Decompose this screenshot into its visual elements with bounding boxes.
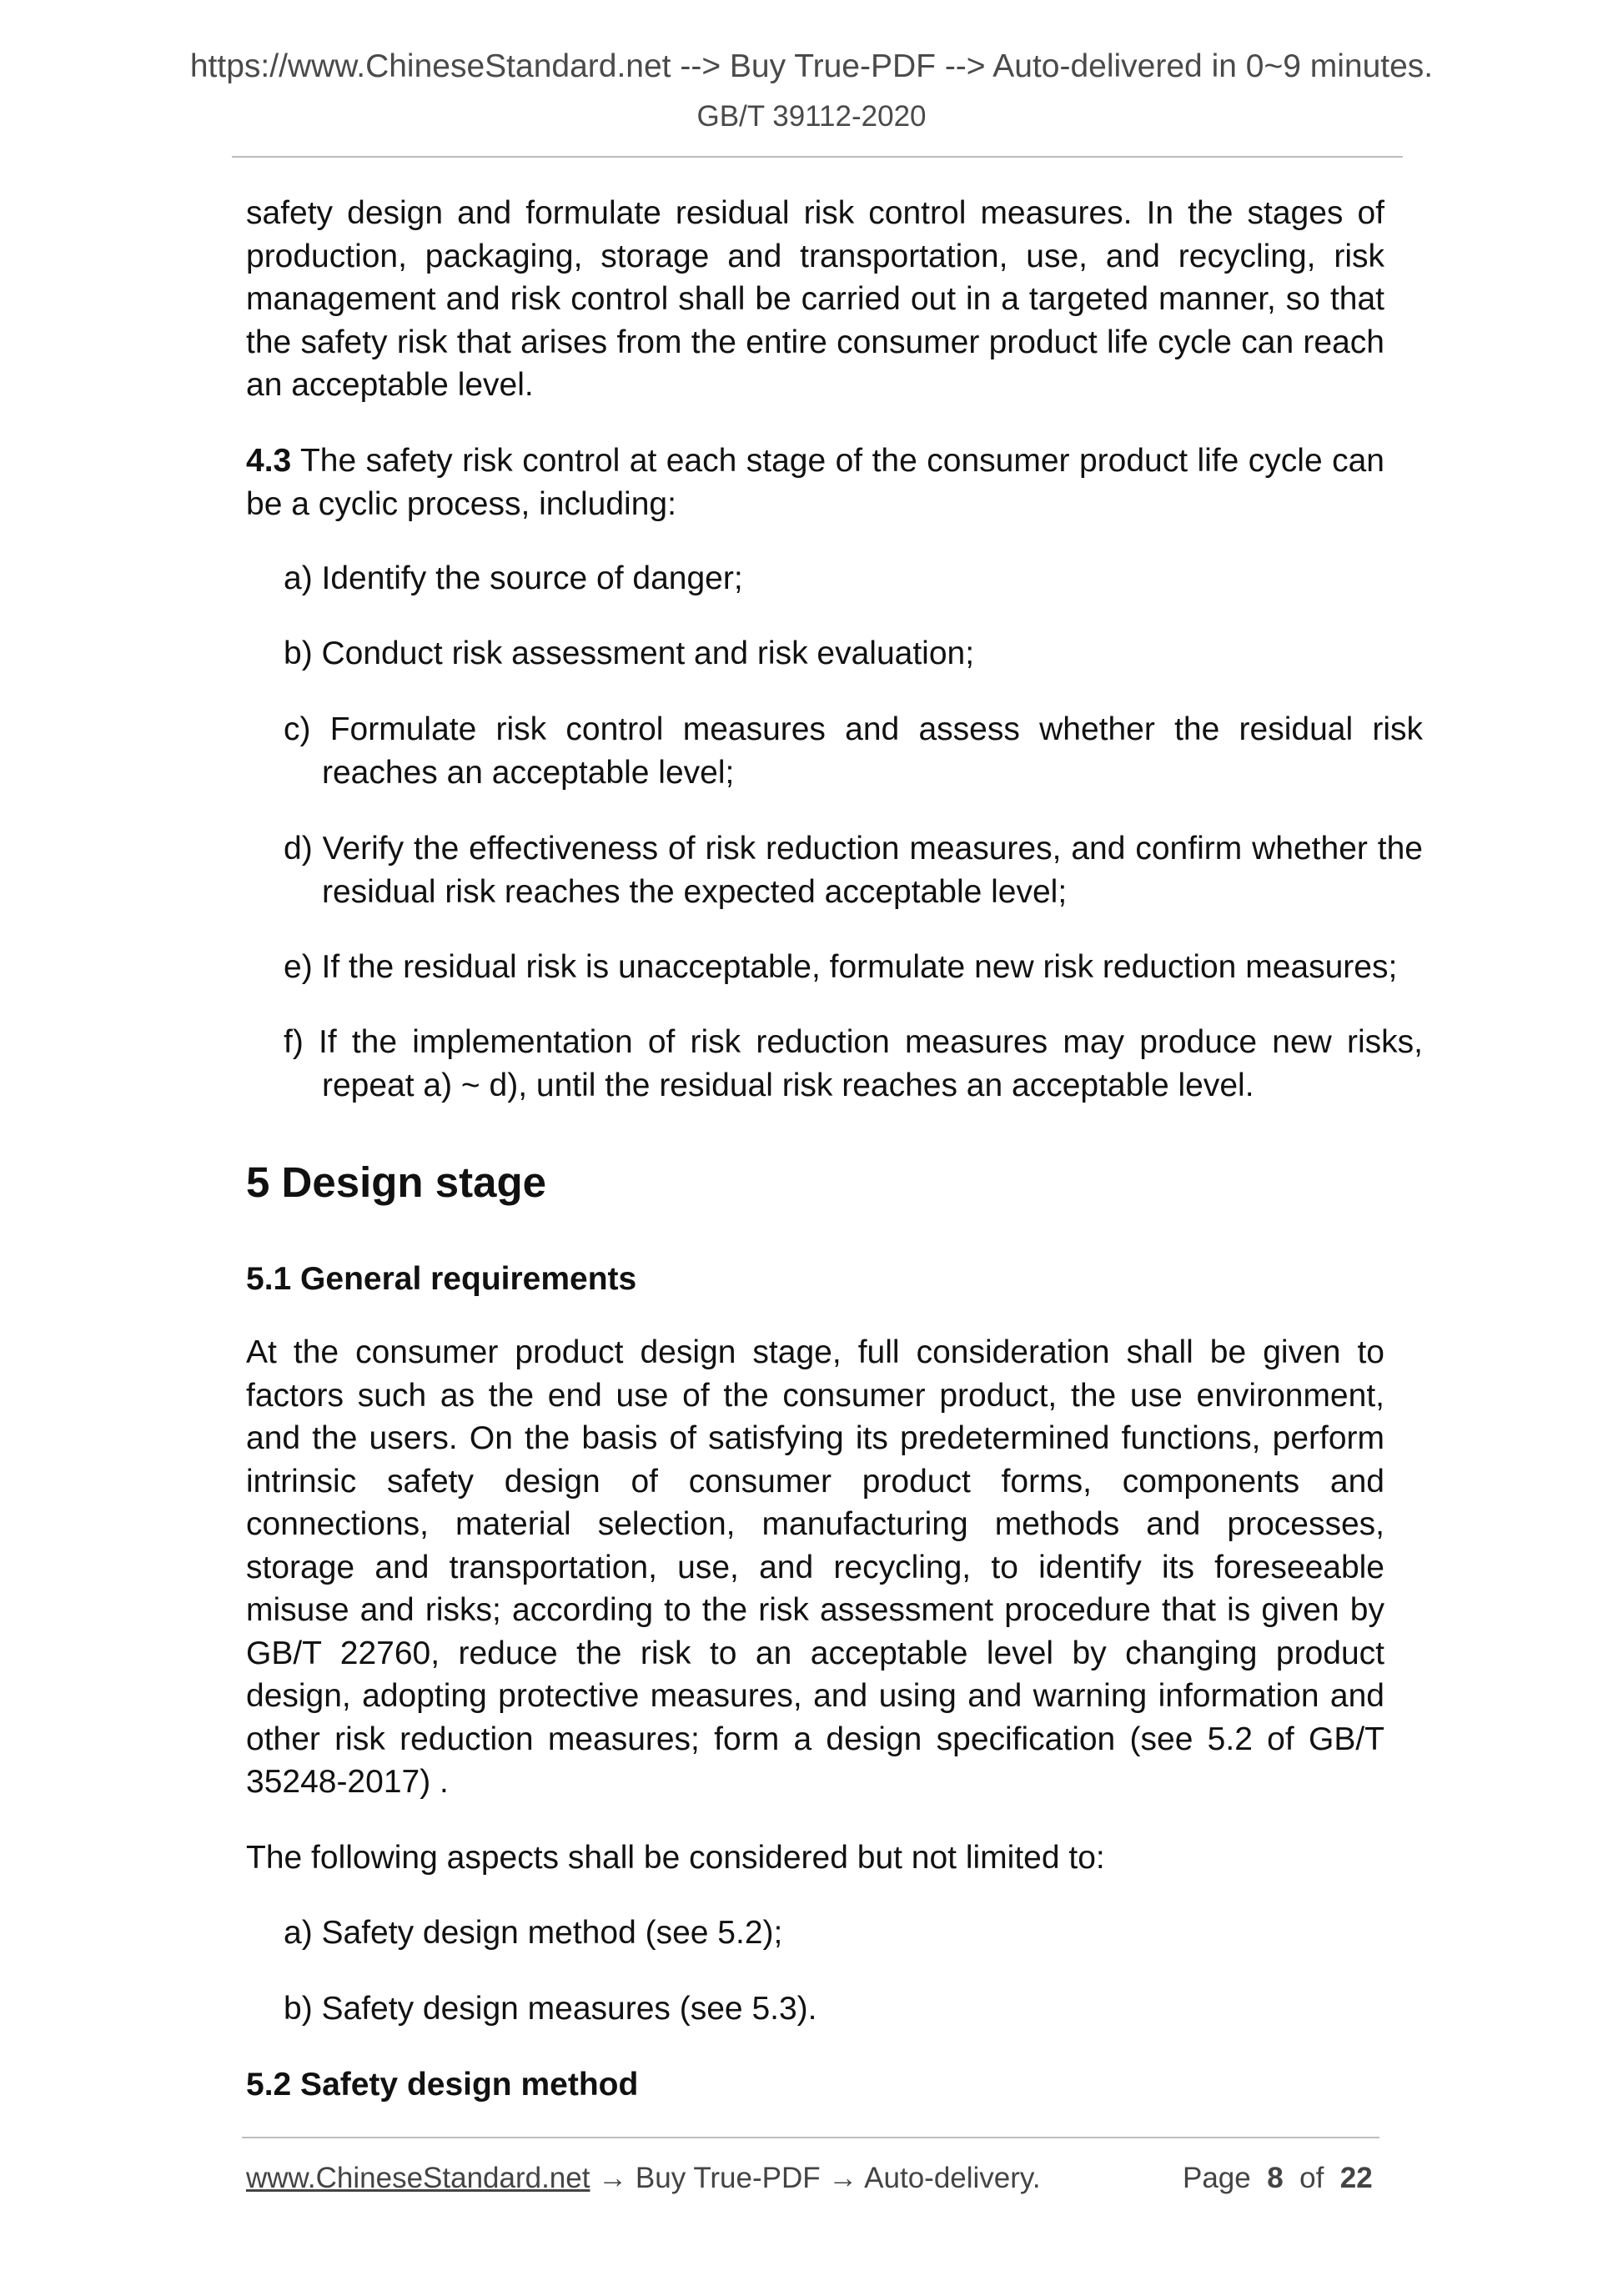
aspects-intro: The following aspects shall be considered but not limited to: (246, 1840, 1105, 1876)
clause-4-3-item-c: c) Formulate risk control measures and assess whether the residual risk reaches an acceptable level; (284, 711, 1423, 791)
header-divider (232, 156, 1403, 158)
clause-4-3-item-a: a) Identify the source of danger; (284, 560, 743, 596)
top-banner: https://www.ChineseStandard.net --> Buy True-PDF --> Auto-delivered in 0~9 minutes. (189, 48, 1434, 84)
page-total: 22 (1339, 2162, 1373, 2194)
aspect-item-a: a) Safety design method (see 5.2); (284, 1915, 783, 1951)
clause-4-3-item-f: f) If the implementation of risk reduction measures may produce new risks, repeat a) ~ d), until the residual risk reaches an acceptable level. (284, 1024, 1423, 1103)
clause-4-3-item-d: d) Verify the effectiveness of risk reduction measures, and confirm whether the residual risk reaches the expected acceptable level; (284, 831, 1423, 910)
footer-tail: → Buy True-PDF → Auto-delivery. (590, 2162, 1041, 2194)
section-5-heading: 5 Design stage (246, 1158, 546, 1206)
of-word: of (1299, 2162, 1324, 2194)
intro-paragraph: safety design and formulate residual risk control measures. In the stages of production, packaging, storage and transportation, use, and recycling, risk management and risk control shall be carried out in a targeted manner, so that the safety risk that arises from the entire consumer product life cycle can reach an acceptable level. (246, 195, 1384, 403)
clause-4-3 (246, 440, 1384, 525)
section-5-2-heading: 5.2 Safety design method (246, 2067, 639, 2103)
page-number: 8 (1267, 2162, 1284, 2194)
clause-4-3-item-e: e) If the residual risk is unacceptable, formulate new risk reduction measures; (284, 949, 1398, 985)
clause-4-3-item-b: b) Conduct risk assessment and risk evaluation; (284, 636, 975, 671)
clause-4-3-number: 4.3 (246, 443, 292, 479)
aspect-item-b: b) Safety design measures (see 5.3). (284, 1991, 817, 2027)
footer-link[interactable]: www.ChineseStandard.net (246, 2162, 590, 2194)
document-code: GB/T 39112-2020 (696, 100, 927, 133)
section-5-1-heading: 5.1 General requirements (246, 1261, 637, 1297)
clause-4-3-text: The safety risk control at each stage of the consumer product life cycle can be a cyclic process, including: (246, 443, 1384, 522)
page-word: Page (1183, 2162, 1251, 2194)
footer-left (246, 2160, 1041, 2197)
page-indicator (1183, 2160, 1373, 2197)
section-5-1-paragraph: At the consumer product design stage, full consideration shall be given to factors such as the end use of the consumer product, the use environment, and the users. On the basis of satisfying its predetermined functions, perform intrinsic safety design of consumer product forms, components and connections, material selection, manufacturing methods and processes, storage and transportation, use, and recycling, to identify its foreseeable misuse and risks; according to the risk assessment procedure that is given by GB/T 22760, reduce the risk to an acceptable level by changing product design, adopting protective measures, and using and warning information and other risk reduction measures; form a design specification (see 5.2 of GB/T 35248-2017) . (246, 1334, 1384, 1800)
footer-divider (242, 2137, 1379, 2138)
